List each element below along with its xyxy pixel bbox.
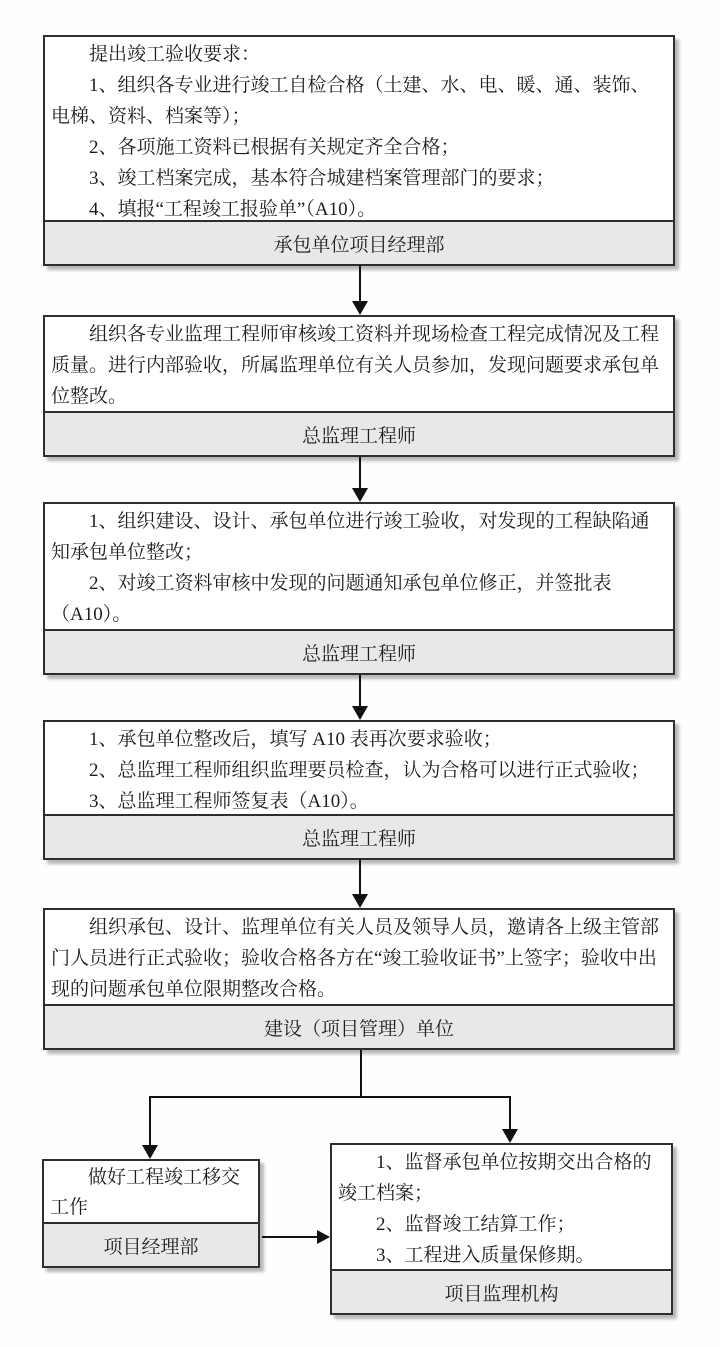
flow-box-body	[45, 317, 673, 411]
flow-box-internal-review	[43, 315, 675, 457]
flow-box-body	[44, 1161, 258, 1222]
responsible-unit-label	[45, 220, 673, 264]
body-line: 做好工程竣工移交工作	[50, 1167, 241, 1218]
flow-box-reacceptance	[43, 720, 675, 860]
body-line: 2、各项施工资料已根据有关规定齐全合格；	[89, 137, 460, 158]
body-line: 3、竣工档案完成，基本符合城建档案管理部门的要求；	[89, 168, 555, 189]
flow-box-formal-acceptance	[43, 908, 675, 1050]
footer-text: 建设（项目管理）单位	[263, 1018, 454, 1040]
arrow-down-3	[359, 675, 361, 706]
footer-text: 总监理工程师	[301, 643, 416, 665]
responsible-unit-label	[332, 1269, 671, 1313]
body-line: 2、总监理工程师组织监理要员检查，认为合格可以进行正式验收；	[89, 760, 650, 781]
arrow-down-1	[359, 266, 361, 301]
flow-box-acceptance-request	[43, 35, 675, 266]
footer-text: 总监理工程师	[301, 425, 416, 447]
flow-box-supervision-duties	[330, 1143, 673, 1315]
body-line: 1、组织各专业进行竣工自检合格（土建、水、电、暖、通、装饰、电梯、资料、档案等）；	[51, 75, 650, 127]
body-line: 2、监督竣工结算工作；	[376, 1214, 576, 1235]
arrow-down-2	[359, 457, 361, 488]
body-line: 3、工程进入质量保修期。	[376, 1245, 595, 1266]
body-line: 1、监督承包单位按期交出合格的竣工档案；	[338, 1152, 652, 1204]
body-line: 组织各专业监理工程师审核竣工资料并现场检查工程完成情况及工程质量。进行内部验收，所属监理单位有关人员参加，发现问题要求承包单位整改。	[51, 324, 660, 407]
branch-arrow-right	[509, 1096, 511, 1129]
flow-box-body	[45, 722, 673, 814]
footer-text: 承包单位项目经理部	[273, 234, 445, 256]
flow-box-body	[332, 1145, 671, 1269]
body-line: 1、承包单位整改后，填写 A10 表再次要求验收；	[89, 729, 502, 750]
footer-text: 总监理工程师	[301, 828, 416, 850]
footer-text: 项目经理部	[103, 1236, 199, 1258]
responsible-unit-label	[45, 814, 673, 858]
split-stem-line	[360, 1050, 362, 1097]
body-line: 4、填报“工程竣工报验单”（A10）。	[89, 199, 377, 220]
responsible-unit-label	[45, 629, 673, 673]
flow-box-body	[45, 504, 673, 629]
split-horizontal-line	[150, 1096, 511, 1098]
branch-arrow-left	[149, 1096, 151, 1145]
body-line: 组织承包、设计、监理单位有关人员及领导人员，邀请各上级主管部门人员进行正式验收；验收合格各方在“竣工验收证书”上签字；验收中出现的问题承包单位限期整改合格。	[51, 917, 660, 1000]
footer-text: 项目监理机构	[444, 1283, 559, 1305]
responsible-unit-label	[44, 1222, 258, 1266]
flow-box-body	[45, 910, 673, 1004]
responsible-unit-label	[45, 411, 673, 455]
flow-box-organize-acceptance	[43, 502, 675, 675]
body-line: 1、组织建设、设计、承包单位进行竣工验收，对发现的工程缺陷通知承包单位整改；	[51, 511, 650, 563]
body-line: 提出竣工验收要求：	[89, 44, 261, 65]
handover-arrow-right	[262, 1236, 317, 1238]
flow-box-body	[45, 37, 673, 220]
responsible-unit-label	[45, 1004, 673, 1048]
body-line: 3、总监理工程师签复表（A10）。	[89, 791, 369, 812]
body-line: 2、对竣工资料审核中发现的问题通知承包单位修正，并签批表（A10）。	[51, 573, 612, 625]
arrow-down-4	[359, 860, 361, 894]
flow-box-handover	[42, 1159, 260, 1268]
